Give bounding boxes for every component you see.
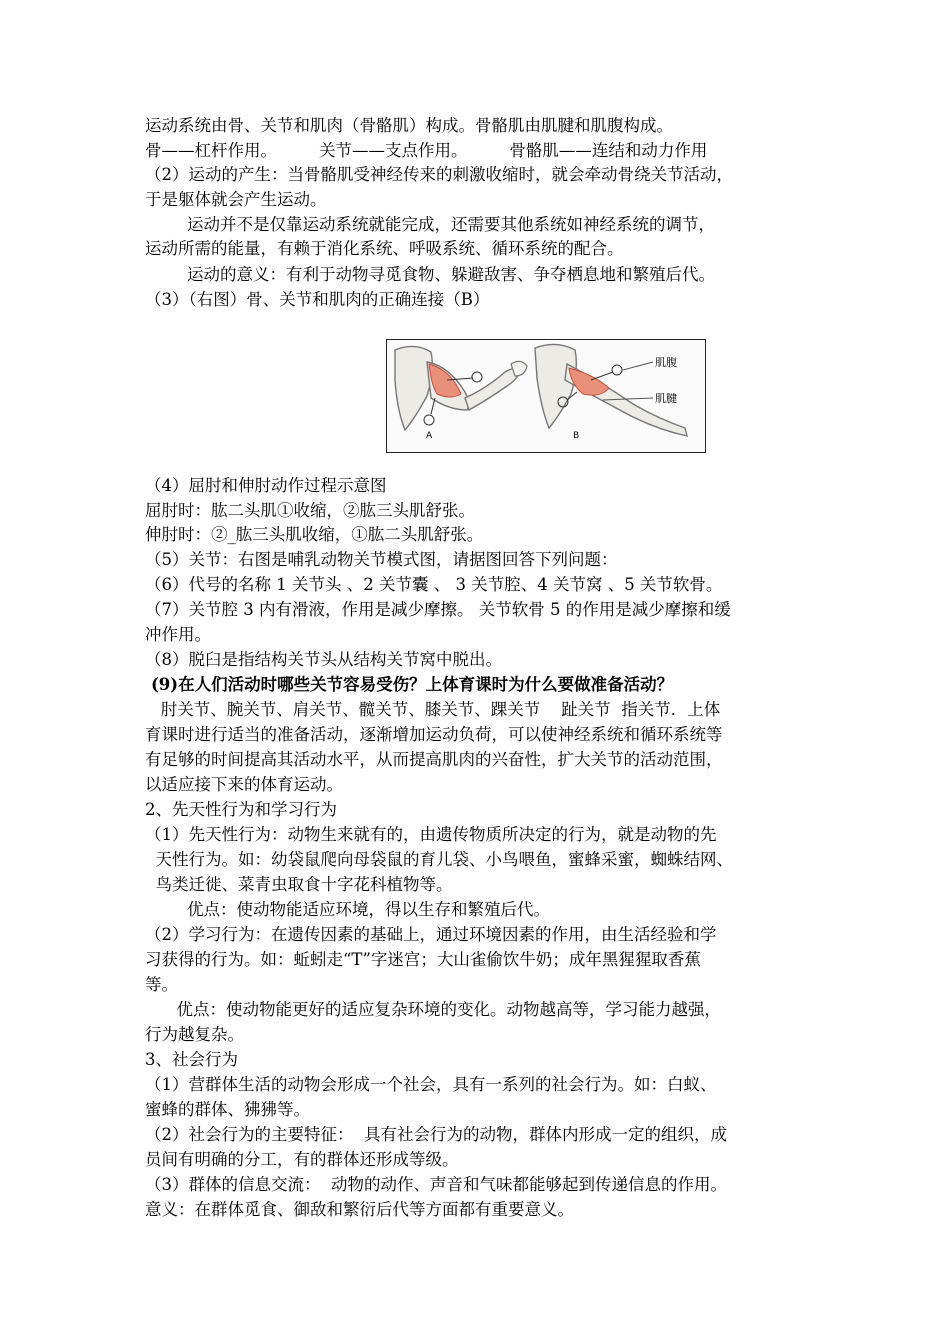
section-heading: 2、先天性行为和学习行为 [145,800,337,819]
text-line: 肘关节、腕关节、肩关节、髋关节、膝关节、踝关节 趾关节 指关节．上体 [145,700,721,719]
text-line: 运动并不是仅靠运动系统就能完成，还需要其他系统如神经系统的调节， [145,215,715,234]
label-tendon: 肌腱 [655,392,677,405]
text-line: （4）屈肘和伸肘动作过程示意图 [145,476,387,495]
text-line: （3）群体的信息交流： 动物的动作、声音和气味都能够起到传递信息的作用。 [145,1175,727,1194]
text-line: （8）脱臼是指结构关节头从结构关节窝中脱出。 [145,650,502,669]
text-line: 育课时进行适当的准备活动，逐渐增加运动负荷，可以使神经系统和循环系统等 [145,725,723,744]
label-b: B [573,431,580,441]
text-line: （3）（右图）骨、关节和肌肉的正确连接（B） [145,290,490,309]
text-line: 运动系统由骨、关节和肌肉（骨骼肌）构成。骨骼肌由肌腱和肌腹构成。 [145,116,673,135]
text-line: 鸟类迁徙、菜青虫取食十字花科植物等。 [145,875,453,894]
text-line: （2）学习行为：在遗传因素的基础上，通过环境因素的作用，由生活经验和学 [145,925,717,944]
text-line: 天性行为。如：幼袋鼠爬向母袋鼠的育儿袋、小鸟喂鱼，蜜蜂采蜜，蜘蛛结网、 [145,850,733,869]
label-a: A [426,431,433,441]
section-heading: 3、社会行为 [145,1050,238,1069]
text-line: （5）关节：右图是哺乳动物关节模式图，请据图回答下列问题： [145,550,618,569]
text-line: 蜜蜂的群体、狒狒等。 [145,1100,310,1119]
text-line: 以适应接下来的体育运动。 [145,775,343,794]
arm-diagram [387,340,705,452]
text-line: 于是躯体就会产生运动。 [145,190,327,209]
text-line: 运动所需的能量，有赖于消化系统、呼吸系统、循环系统的配合。 [145,239,624,258]
text-line: （7）关节腔 3 内有滑液，作用是减少摩擦。 关节软骨 5 的作用是减少摩擦和缓 [145,600,731,619]
text-line: （2）运动的产生：当骨骼肌受神经传来的刺激收缩时，就会牵动骨绕关节活动， [145,165,733,184]
text-line: 行为越复杂。 [145,1025,244,1044]
text-line: 屈肘时：肱二头肌①收缩，②肱三头肌舒张。 [145,501,475,520]
text-line: 优点：使动物能适应环境，得以生存和繁殖后代。 [145,900,550,919]
text-line: 意义：在群体觅食、御敌和繁衍后代等方面都有重要意义。 [145,1200,574,1219]
text-line: 伸肘时：②_肱三头肌收缩，①肱二头肌舒张。 [145,525,484,544]
text-line: （1）先天性行为：动物生来就有的，由遗传物质所决定的行为，就是动物的先 [145,825,717,844]
question-line: (9)在人们活动时哪些关节容易受伤？上体育课时为什么要做准备活动？ [151,675,674,694]
label-belly: 肌腹 [655,356,677,369]
text-line: 骨——杠杆作用。 关节——支点作用。 骨骼肌——连结和动力作用 [145,141,708,160]
text-line: 有足够的时间提高其活动水平，从而提高肌肉的兴奋性，扩大关节的活动范围， [145,750,723,769]
text-line: 优点：使动物能更好的适应复杂环境的变化。动物越高等，学习能力越强， [145,1000,721,1019]
text-line: 员间有明确的分工，有的群体还形成等级。 [145,1150,459,1169]
text-line: 等。 [145,975,178,994]
text-line: 冲作用。 [145,625,211,644]
text-line: （6）代号的名称 1 关节头 、2 关节囊 、 3 关节腔、4 关节窝 、5 关节软骨。 [145,575,723,594]
text-line: 运动的意义：有利于动物寻觅食物、躲避敌害、争夺栖息地和繁殖后代。 [145,265,715,284]
text-line: （1）营群体生活的动物会形成一个社会，具有一系列的社会行为。如：白蚁、 [145,1075,717,1094]
arm-b [535,344,687,441]
muscle-bone-figure [386,339,706,453]
text-line: （2）社会行为的主要特征： 具有社会行为的动物，群体内形成一定的组织，成 [145,1125,727,1144]
text-line: 习获得的行为。如：蚯蚓走“T”字迷宫；大山雀偷饮牛奶；成年黑猩猩取香蕉 [145,950,701,969]
arm-a [395,346,527,441]
